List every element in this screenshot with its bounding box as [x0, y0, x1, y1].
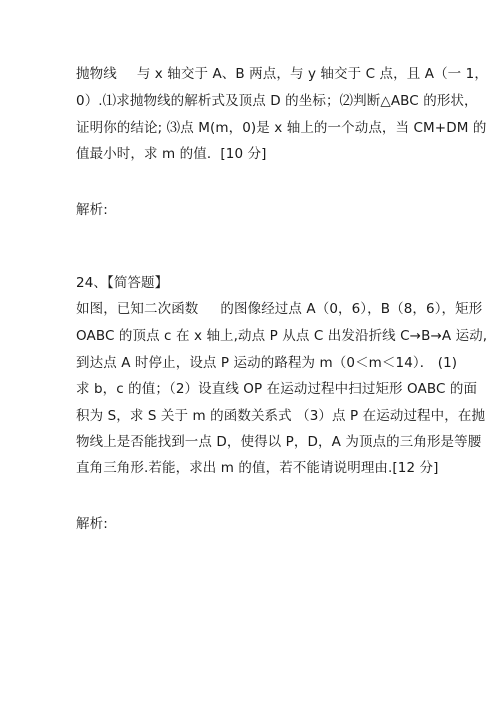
p23-line-3: 证明你的结论; ⑶点 M(m，0)是 x 轴上的一个动点，当 CM+DM 的: [76, 120, 487, 136]
p23-line-4: 值最小时，求 m 的值．[10 分]: [76, 146, 267, 162]
p23-line-1-end: 与 x 轴交于 A、B 两点，与 y 轴交于 C 点，且 A（一 1，: [136, 66, 488, 82]
p23-line-2: 0）.⑴求抛物线的解析式及顶点 D 的坐标；⑵判断△ABC 的形状，: [76, 93, 478, 109]
p23-line-1-start: 抛物线: [76, 66, 117, 82]
p24-analysis-label: 解析:: [76, 516, 108, 532]
p24-line-1-end: 的图像经过点 A（0，6），B（8，6），矩形: [220, 301, 483, 317]
p24-header: 24、【简答题】: [76, 275, 169, 291]
p24-line-2: OABC 的顶点 c 在 x 轴上,动点 P 从点 C 出发沿折线 C→B→A 运动,: [76, 328, 488, 344]
p24-line-6: 物线上是否能找到一点 D，使得以 P，D，A 为顶点的三角形是等腰: [76, 434, 482, 450]
p24-line-4: 求 b，c 的值；（2）设直线 OP 在运动过程中扫过矩形 OABC 的面: [76, 381, 478, 397]
p24-line-7: 直角三角形.若能，求出 m 的值，若不能请说明理由.[12 分]: [76, 460, 439, 476]
p24-line-3: 到达点 A 时停止，设点 P 运动的路程为 m（0＜m＜14）． (1): [76, 355, 458, 371]
p24-line-5: 积为 S，求 S 关于 m 的函数关系式 （3）点 P 在运动过程中，在抛: [76, 408, 486, 424]
p23-line-1: [76, 66, 488, 82]
p23-analysis-label: 解析:: [76, 202, 108, 218]
p24-line-1: [76, 301, 482, 317]
p24-line-1-start: 如图，已知二次函数: [76, 301, 199, 317]
